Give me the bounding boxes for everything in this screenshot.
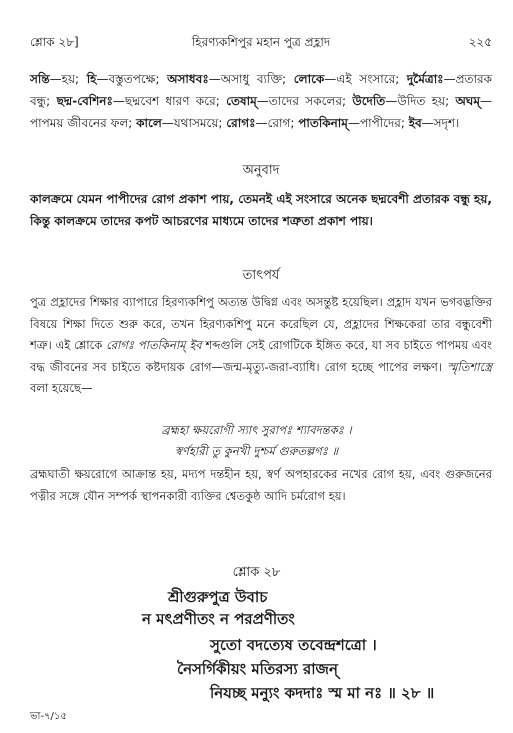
header-chapter-title: হিরণ্যকশিপুর মহান পুত্র প্রহ্লাদ (191, 35, 331, 49)
synonym-meaning: —উদিত হয়; (385, 94, 456, 108)
synonym-meaning: —হয়; (49, 72, 87, 86)
verse-line: ন মৎপ্রণীতং ন পরপ্রণীতং (142, 610, 295, 628)
verse-line: নৈসর্গিকীয়ং মতিরস্য রাজন্ (177, 660, 338, 678)
synonym-term: ছদ্ম-বেশিনঃ (56, 94, 113, 108)
synonym-term: হি (86, 72, 97, 86)
synonym-meaning: —এই সংসারে; (324, 72, 407, 86)
synonym-meaning: —ছদ্মবেশ ধারণ করে; (112, 94, 227, 108)
synonym-term: রোগঃ (226, 116, 256, 130)
translation-heading: অনুবাদ (242, 163, 280, 178)
purport-italic-source: স্মৃতিশাস্ত্রে (446, 359, 492, 374)
verse-line: সুতো বদত্যেষ তবেন্দ্রশত্রো । (210, 636, 377, 654)
synonym-meaning: —তাদের সকলের; (256, 94, 353, 108)
purport-paragraph-2 (30, 464, 492, 507)
synonym-term: অসাধবঃ (167, 72, 209, 86)
word-for-word-synonyms (30, 68, 492, 134)
signature-mark: ভা-৭/১৫ (30, 711, 67, 722)
synonym-meaning: —রোগ; (255, 116, 299, 130)
purport-text: পুত্র প্রহ্লাদের শিক্ষার ব্যাপারে হিরণ্যকশিপু অত্যন্ত উদ্বিগ্ন এবং অসন্তুষ্ট হয়েছিল। প্রহ্লাদ যখন ভগবদ্ভক্তির বিষয়ে শিক্ষা দিতে শুরু করে, তখন হিরণ্যকশিপু মনে করেছিল যে, প্রহ্লাদের শিক্ষকেরা তার বন্ধুবেশী শত্রু। এই শ্লোকে (30, 295, 492, 352)
purport-heading: তাৎপর্য (242, 268, 280, 283)
quote-line: স্বর্ণহারী তু কুনখী দুশ্চর্ম গুরুতল্পগঃ ॥ (174, 444, 339, 458)
purport-paragraph-1 (30, 292, 492, 400)
synonym-meaning: —প্রতারক বন্ধু; (30, 72, 493, 108)
synonym-term: সন্তি (30, 72, 50, 86)
smriti-quote (0, 420, 513, 462)
quote-line: ব্রহ্মহা ক্ষয়রোগী স্যাৎ সুরাপঃ শ্যাবদন্তকঃ । (161, 423, 352, 437)
purport-text: শব্দগুলি সেই রোগটিকে ইঙ্গিত করে, যা সব চাইতে পাপময় এবং বদ্ধ জীবনের সব চাইতে কষ্টদায়ক রোগ—জন্ম-মৃত্যু-জরা-ব্যাধি। রোগ হচ্ছে পাপের লক্ষণ। (30, 338, 492, 374)
synonym-meaning: —অসাধু ব্যক্তি; (208, 72, 294, 86)
verse-number-label: শ্লোক ২৮ (232, 565, 281, 580)
page-number: ২২৫ (468, 35, 492, 49)
synonym-meaning: —সদৃশ। (421, 116, 460, 130)
synonym-meaning: —পাপীদের; (347, 116, 409, 130)
synonym-term: ইব (408, 116, 422, 130)
verse-line: নিযচ্ছ মন্যুং কদদাঃ স্ম মা নঃ ॥ ২৮ ॥ (210, 684, 435, 702)
synonym-term: দুর্মৈত্রাঃ (406, 72, 444, 86)
synonym-meaning: —বস্তুতপক্ষে; (96, 72, 168, 86)
synonyms-paragraph (30, 68, 492, 134)
synonym-term: কালে (136, 116, 162, 130)
synonym-term: পাতকিনাম্ (298, 116, 348, 130)
running-header (30, 34, 492, 50)
purport-text: বলা হয়েছে— (30, 381, 93, 395)
translation (30, 188, 492, 232)
synonym-term: লোকে (293, 72, 325, 86)
translation-text: কালক্রমে যেমন পাপীদের রোগ প্রকাশ পায়, তেমনই এই সংসারে অনেক ছদ্মবেশী প্রতারক বন্ধু হয়, কিন্তু কালক্রমে তাদের কপট আচরণের মাধ্যমে তাদের শত্রুতা প্রকাশ পায়। (30, 192, 492, 228)
synonym-meaning: —যথাসময়ে; (161, 116, 227, 130)
header-verse-ref: শ্লোক ২৮] (30, 35, 79, 49)
synonym-term: উদেতি (352, 94, 386, 108)
purport-italic-phrase: রোগঃ পাতকিনাম্ ইব (106, 338, 202, 352)
synonym-term: তেষাম্ (226, 94, 257, 108)
purport-text: ব্রহ্মঘাতী ক্ষয়রোগে আক্রান্ত হয়, মদ্যপ দন্তহীন হয়, স্বর্ণ অপহারকের নখের রোগ হয়, এবং গুরুজনের পত্নীর সঙ্গে যৌন সম্পর্ক স্থাপনকারী ব্যক্তির শ্বেতকুষ্ঠ আদি চর্মরোগ হয়। (30, 467, 492, 503)
verse-line: শ্রীগুরুপুত্র উবাচ (168, 588, 268, 606)
synonym-meaning: —পাপময় জীবনের ফল; (30, 94, 492, 130)
synonym-term: অঘম্ (455, 94, 480, 108)
